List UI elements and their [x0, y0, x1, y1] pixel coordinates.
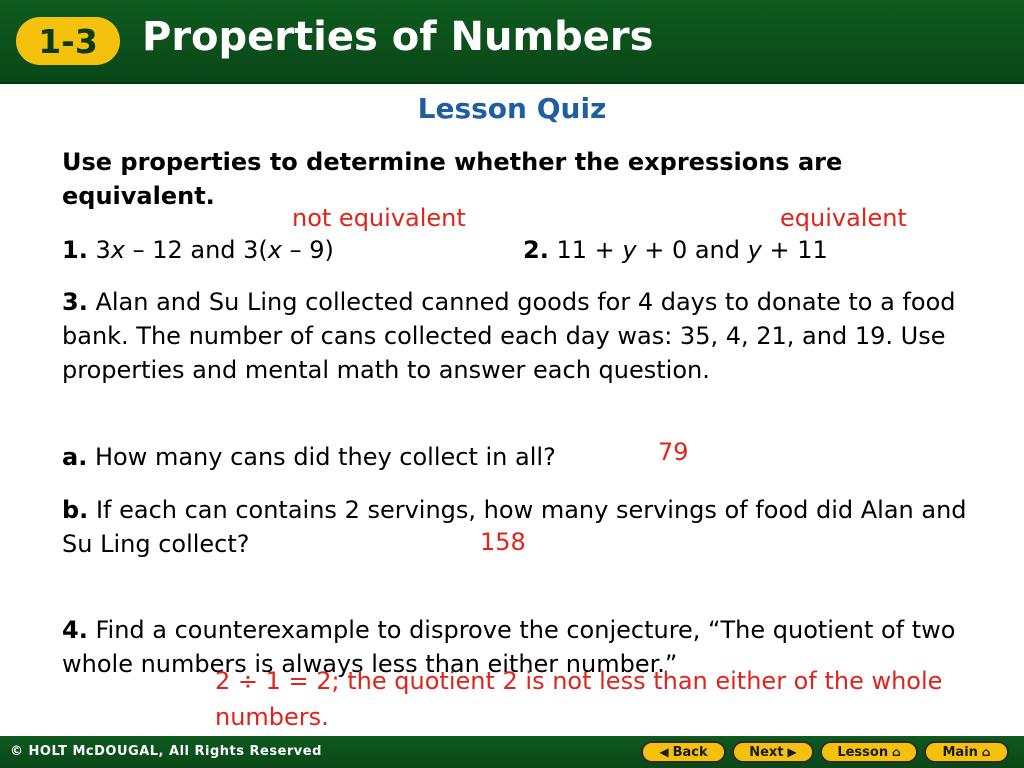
q2-answer: equivalent — [780, 204, 907, 232]
question-1 — [62, 233, 334, 267]
question-3 — [62, 285, 972, 387]
q1-text-c: – 9) — [282, 236, 334, 264]
question-2 — [523, 233, 828, 267]
qb-text: If each can contains 2 servings, how many servings of food did Alan and Su Ling collect? — [62, 496, 967, 558]
page-title: Properties of Numbers — [142, 14, 654, 60]
qb-label: b. — [62, 496, 89, 524]
q1-var: x — [110, 236, 125, 264]
home-icon: ⌂ — [981, 745, 991, 759]
q2-var2: y — [747, 236, 762, 264]
qb-answer: 158 — [480, 528, 526, 556]
instruction-text: Use properties to determine whether the expressions are equivalent. — [62, 148, 843, 210]
triangle-left-icon: ◀ — [659, 745, 669, 759]
footer-bar — [0, 736, 1024, 768]
back-button[interactable] — [641, 741, 726, 763]
q2-text-c: + 11 — [761, 236, 828, 264]
q1-number: 1. — [62, 236, 88, 264]
back-label: Back — [672, 744, 708, 760]
next-button[interactable] — [732, 741, 814, 763]
q1-answer: not equivalent — [292, 204, 466, 232]
copyright-text: © HOLT McDOUGAL, All Rights Reserved — [10, 744, 322, 759]
q4-number: 4. — [62, 616, 88, 644]
q2-text-b: + 0 and — [636, 236, 748, 264]
q1-var2: x — [267, 236, 282, 264]
question-a — [62, 440, 556, 474]
quiz-title: Lesson Quiz — [417, 92, 607, 125]
main-button[interactable] — [924, 741, 1009, 763]
lesson-label: Lesson — [837, 744, 889, 760]
next-label: Next — [749, 744, 784, 760]
q4-text: Find a counterexample to disprove the conjecture, “The quotient of two whole numbers is always less than either number.” — [62, 616, 956, 678]
header-bar — [0, 0, 1024, 84]
q4-answer: 2 ÷ 1 = 2; the quotient 2 is not less than either of the whole numbers. — [215, 667, 943, 731]
q1-text-b: – 12 and 3( — [124, 236, 268, 264]
qa-answer: 79 — [658, 438, 689, 466]
q2-var: y — [622, 236, 637, 264]
q2-number: 2. — [523, 236, 549, 264]
main-label: Main — [942, 744, 978, 760]
lesson-badge: 1-3 — [16, 17, 120, 65]
qa-text: How many cans did they collect in all? — [94, 443, 556, 471]
qa-label: a. — [62, 443, 88, 471]
q3-text: Alan and Su Ling collected canned goods for 4 days to donate to a food bank. The number of cans collected each day was: 35, 4, 21, and 19. Use properties and mental math to answer each question. — [62, 288, 956, 384]
lesson-button[interactable] — [820, 741, 918, 763]
home-icon: ⌂ — [892, 745, 901, 759]
q3-number: 3. — [62, 288, 88, 316]
q2-text-a: 11 + — [556, 236, 623, 264]
triangle-right-icon: ▶ — [787, 745, 797, 759]
q1-text-a: 3 — [95, 236, 111, 264]
